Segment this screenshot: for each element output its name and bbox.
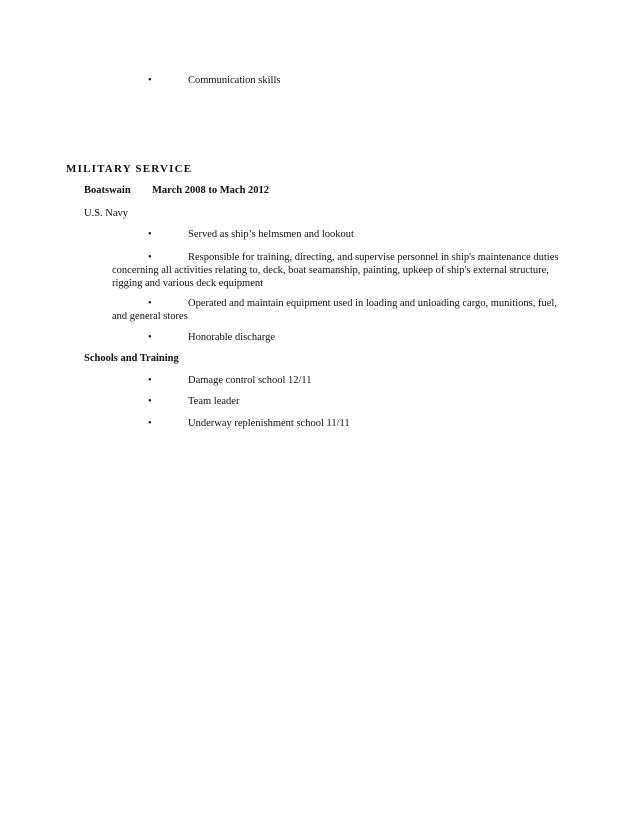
duty-item-training-line2: concerning all activities relating to, deck, boat seamanship, painting, upkeep of ship's external structure, xyxy=(112,265,549,276)
duty-item-training-line1: Responsible for training, directing, and supervise personnel in ship's maintenance duties xyxy=(188,252,559,263)
training-item-damage-control: Damage control school 12/11 xyxy=(188,375,312,386)
duty-item-training-line3: rigging and various deck equipment xyxy=(112,278,264,289)
duty-bullet: • xyxy=(148,332,152,343)
duty-bullet: • xyxy=(148,252,152,263)
training-item-underway-replenishment: Underway replenishment school 11/11 xyxy=(188,418,350,429)
duty-item-discharge: Honorable discharge xyxy=(188,332,275,343)
skill-item-communication: Communication skills xyxy=(188,75,281,86)
training-bullet: • xyxy=(148,375,152,386)
duty-bullet: • xyxy=(148,298,152,309)
duty-item-equipment-line2: and general stores xyxy=(112,311,188,322)
duty-item-helmsman: Served as ship’s helmsmen and lookout xyxy=(188,229,354,240)
duty-bullet: • xyxy=(148,229,152,240)
skill-bullet: • xyxy=(148,75,152,86)
service-dates: March 2008 to Mach 2012 xyxy=(152,185,270,196)
service-branch: U.S. Navy xyxy=(84,208,129,219)
training-bullet: • xyxy=(148,418,152,429)
duty-item-equipment-line1: Operated and maintain equipment used in loading and unloading cargo, munitions, fuel, xyxy=(188,298,557,309)
schools-training-heading: Schools and Training xyxy=(84,353,179,364)
training-item-team-leader: Team leader xyxy=(188,396,240,407)
training-bullet: • xyxy=(148,396,152,407)
military-service-heading: MILITARY SERVICE xyxy=(66,163,193,175)
role-title: Boatswain xyxy=(84,185,131,196)
